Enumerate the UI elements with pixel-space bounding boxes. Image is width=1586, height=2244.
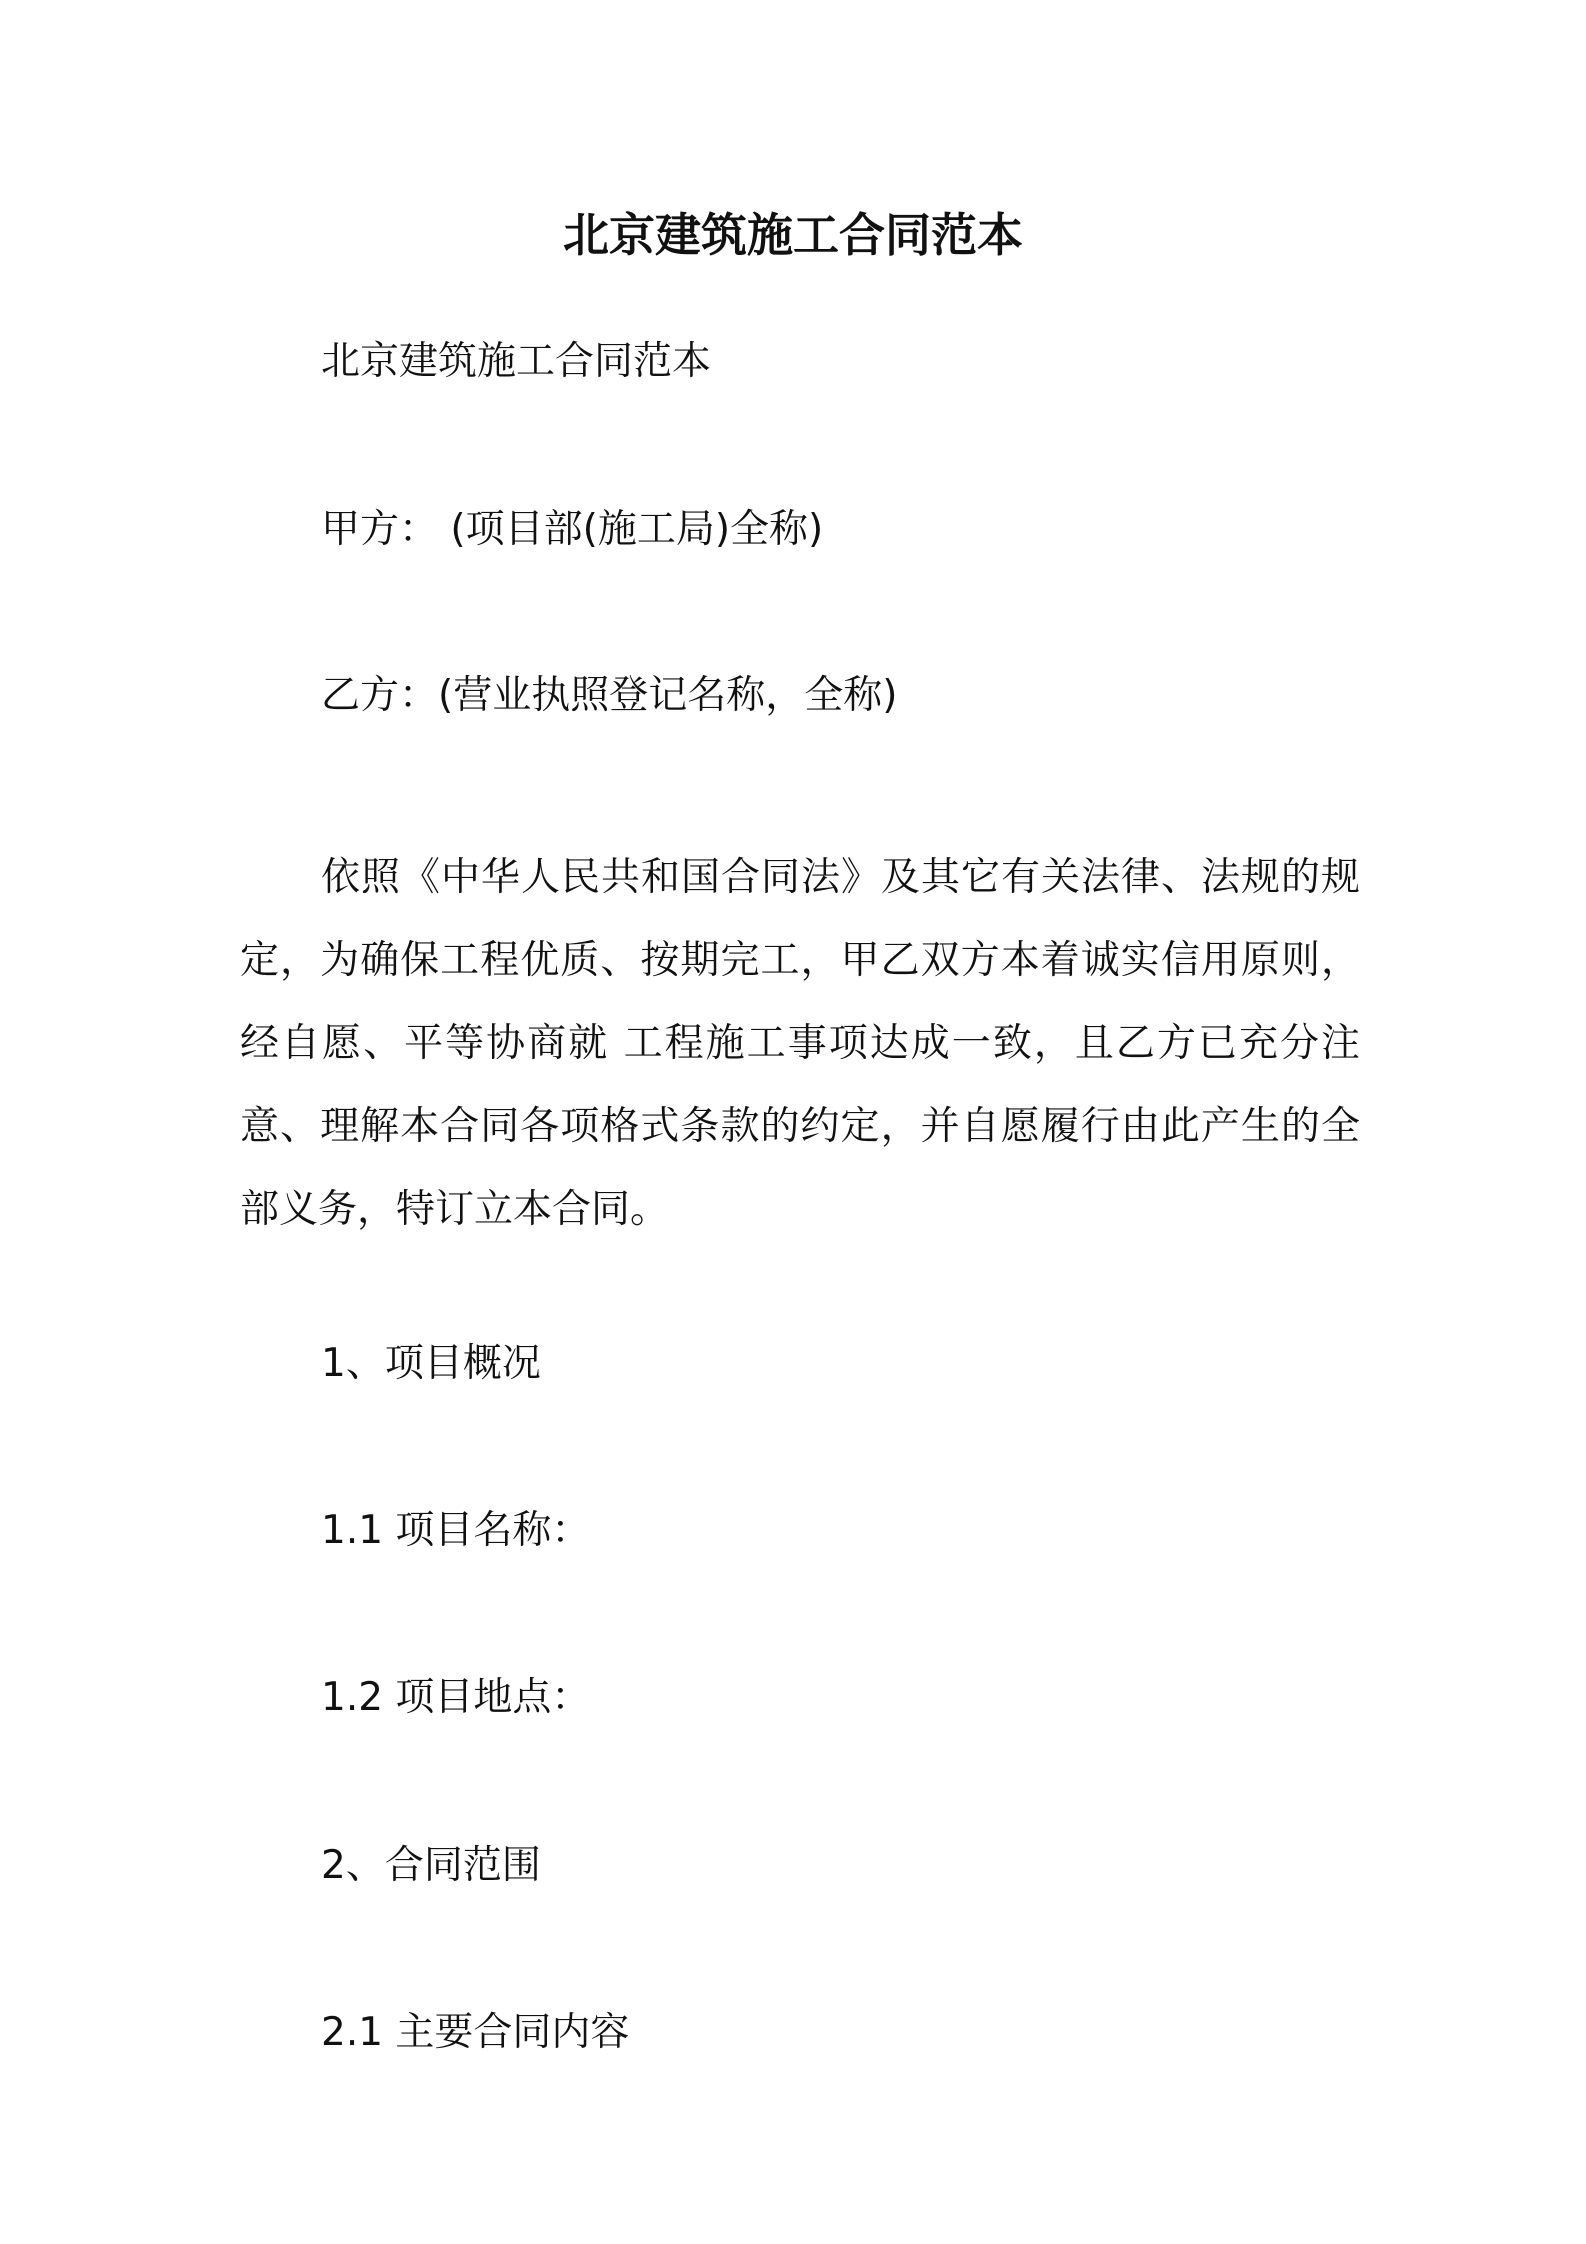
party-a-line: 甲方： (项目部(施工局)全称) <box>321 507 824 552</box>
document-title: 北京建筑施工合同范本 <box>563 208 1023 262</box>
section-item: 1.1 项目名称： <box>321 1508 591 1553</box>
section-item: 2.1 主要合同内容 <box>321 2010 630 2055</box>
preamble-paragraph: 依照《中华人民共和国合同法》及其它有关法律、法规的规定，为确保工程优质、按期完工，甲乙双方本着诚实信用原则，经自愿、平等协商就 工程施工事项达成一致，且乙方已充分注意、理解本合同各项格式条款的约定，并自愿履行由此产生的全部义务，特订立本合同。 <box>240 855 1360 1232</box>
document-subtitle: 北京建筑施工合同范本 <box>321 339 712 384</box>
section-item: 1.2 项目地点： <box>321 1675 591 1720</box>
section-heading: 2、合同范围 <box>321 1843 541 1888</box>
section-heading: 1、项目概况 <box>321 1341 541 1386</box>
party-b-line: 乙方：(营业执照登记名称，全称) <box>321 673 898 718</box>
